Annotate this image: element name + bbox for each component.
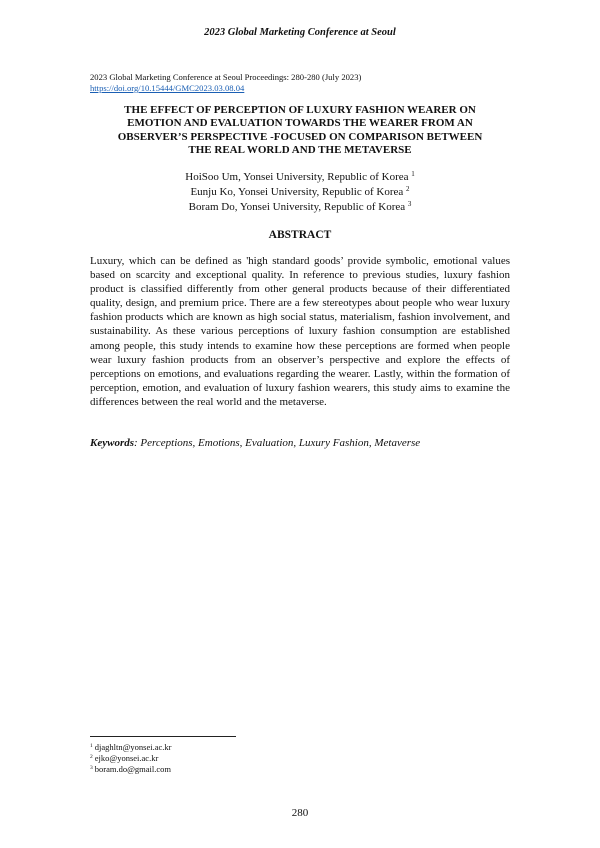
proceedings-citation: 2023 Global Marketing Conference at Seoul Proceedings: 280-280 (July 2023) [90,72,362,82]
running-head: 2023 Global Marketing Conference at Seoul [204,27,396,38]
footnote-item [90,742,390,753]
paper-title [90,104,510,158]
abstract-body: Luxury, which can be defined as 'high standard goods’ provide symbolic, emotional values based on scarcity and exceptional quality. In reference to previous studies, luxury fashion product is classified differently from other general products because of their differentiated quality, design, and premium price. There are a few stereotypes about people who wear luxury fashion products which are known as high social status, materialism, fashion involvement, and sustainability. As these various perceptions of luxury fashion consumption are established among people, this study intends to examine how these perceptions are formed when people wear luxury fashion products from an observer’s perspective and explore the effects of perceptions on emotions, and evaluations regarding the wearer. Lastly, within the formation of perception, emotion, and evaluation of luxury fashion wearers, this study aims to examine the differences between the real world and the metaverse. [90,255,510,408]
page-number: 280 [291,807,309,819]
footnote-mark: 3 [90,765,93,772]
footnote-email: boram.do@gmail.com [94,764,172,775]
keywords [90,437,510,449]
footnote-mark: 3 [407,200,412,208]
footnote-mark: 1 [411,170,415,178]
doi-link[interactable]: https://doi.org/10.15444/GMC2023.03.08.04 [90,83,245,93]
footnote-divider [90,736,236,737]
footnote-email: ejko@yonsei.ac.kr [94,753,159,764]
author-line [90,185,510,200]
footnote-item [90,753,390,764]
keywords-values: Perceptions, Emotions, Evaluation, Luxury Fashion, Metaverse [140,437,421,449]
title-line: EMOTION AND EVALUATION TOWARDS THE WEARER FROM AN [127,117,473,130]
footnote-item [90,764,390,775]
keywords-separator: : [134,437,141,449]
footnotes [90,742,390,776]
author-line [90,170,510,185]
author-affiliation: HoiSoo Um, Yonsei University, Republic of Korea [185,171,409,183]
author-affiliation: Eunju Ko, Yonsei University, Republic of Korea [190,186,404,198]
abstract-heading: ABSTRACT [268,229,332,241]
footnote-mark: 2 [90,754,93,761]
author-line [90,200,510,215]
author-affiliation: Boram Do, Yonsei University, Republic of Korea [188,201,406,213]
keywords-label: Keywords [90,437,134,449]
title-line: THE REAL WORLD AND THE METAVERSE [188,144,412,157]
footnote-email: djaghltn@yonsei.ac.kr [94,742,172,752]
footnote-mark: 2 [406,185,410,193]
proceedings-info [90,72,520,94]
title-line: OBSERVER’S PERSPECTIVE -FOCUSED ON COMPARISON BETWEEN [117,130,483,143]
footnote-mark: 1 [90,743,93,749]
title-line: THE EFFECT OF PERCEPTION OF LUXURY FASHION WEARER ON [124,104,476,116]
author-list [90,170,510,215]
